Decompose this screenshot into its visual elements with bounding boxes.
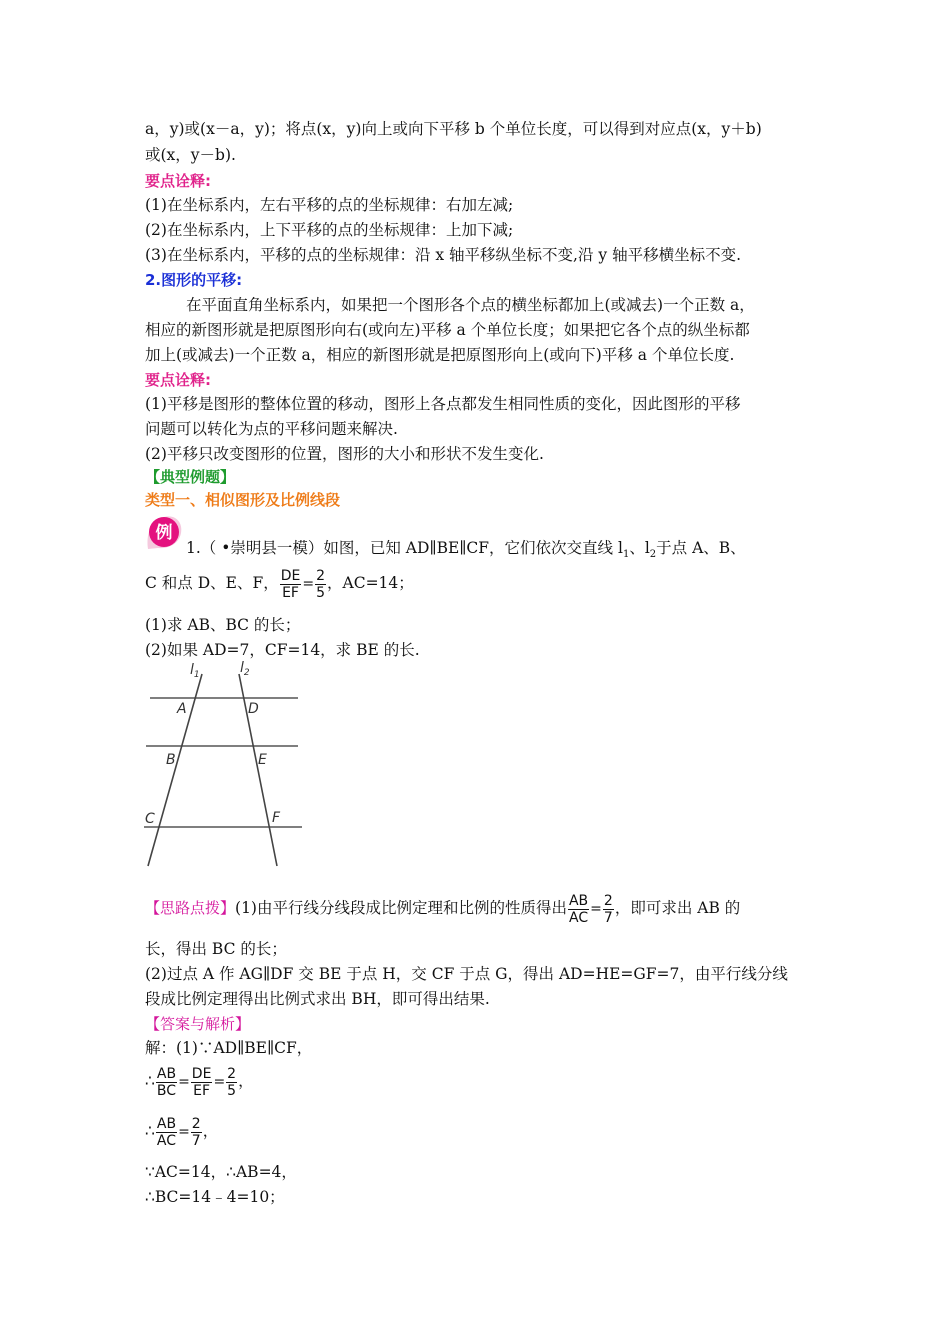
label-l1: $l_1$ xyxy=(190,662,200,680)
fraction-2-5 xyxy=(226,1066,237,1099)
frac-den: 5 xyxy=(227,1082,237,1099)
frac-den: 7 xyxy=(191,1132,201,1149)
answer-proportion-1 xyxy=(145,1062,254,1101)
problem-sub-1: 1 xyxy=(622,549,630,561)
therefore-symbol: ∴ xyxy=(145,1072,155,1090)
frac-den: EF xyxy=(282,584,299,601)
comma: ， xyxy=(202,1122,219,1140)
answer-tag: 【答案与解析】 xyxy=(145,1015,251,1033)
frac-num: DE xyxy=(191,1065,212,1082)
section2-para-1: 在平面直角坐标系内，如果把一个图形各个点的横坐标都加上(或减去)一个正数 a， xyxy=(186,296,755,314)
hint-line1-text: (1)由平行线分线段成比例定理和比例的性质得出 xyxy=(235,899,567,917)
answer-line-bc: ∴BC=14﹣4=10； xyxy=(145,1188,285,1206)
hint-line1-end: ，即可求出 AB 的 xyxy=(614,899,741,917)
hint-line-3: (2)过点 A 作 AG∥DF 交 BE 于点 H，交 CF 于点 G，得出 AD=HE=GF=7，由平行线分线 xyxy=(145,965,788,983)
intro-line-2: 或(x，y－b). xyxy=(145,146,236,164)
fraction-de-ef xyxy=(191,1066,213,1099)
frac-num: AB xyxy=(568,892,589,909)
label-c: C xyxy=(145,811,155,827)
intro-line-1: a，y)或(x－a，y)；将点(x，y)向上或向下平移 b 个单位长度，可以得到对应点(x，y＋b) xyxy=(145,120,762,138)
notes1-item-3: (3)在坐标系内，平移的点的坐标规律：沿 x 轴平移纵坐标不变,沿 y 轴平移横坐标不变. xyxy=(145,246,742,264)
badge-char: 例 xyxy=(155,523,173,543)
problem-line1-mid: 、l xyxy=(629,539,650,557)
equals-sign: = xyxy=(178,1124,190,1140)
hint-line-4: 段成比例定理得出比例式求出 BH，即可得出结果. xyxy=(145,990,490,1008)
equals-sign: = xyxy=(590,901,602,917)
label-b: B xyxy=(166,752,176,768)
problem-line-2 xyxy=(145,566,414,601)
question-2: (2)如果 AD=7，CF=14，求 BE 的长. xyxy=(145,641,420,659)
fraction-2-5 xyxy=(315,568,326,601)
problem-sub-2: 2 xyxy=(649,549,657,561)
section2-heading: 2.图形的平移: xyxy=(145,271,243,289)
frac-num: AB xyxy=(156,1065,177,1082)
type1-heading: 类型一、相似图形及比例线段 xyxy=(145,491,341,509)
fraction-2-7 xyxy=(191,1116,202,1149)
hint-line-1 xyxy=(145,891,740,926)
fraction-ab-ac xyxy=(568,893,589,926)
frac-num: AB xyxy=(156,1115,177,1132)
frac-num: 2 xyxy=(316,567,326,584)
transversal-l1 xyxy=(148,674,202,866)
fraction-de-ef xyxy=(280,568,302,601)
hint-tag: 【思路点拨】 xyxy=(145,899,236,917)
parallel-lines-figure xyxy=(140,660,310,872)
equals-sign: = xyxy=(213,1074,226,1090)
label-e: E xyxy=(258,752,267,768)
label-d: D xyxy=(248,701,259,717)
problem-line2-start: C 和点 D、E、F， xyxy=(145,574,279,592)
notes2-item-3: (2)平移只改变图形的位置，图形的大小和形状不发生变化. xyxy=(145,445,544,463)
question-1: (1)求 AB、BC 的长； xyxy=(145,616,301,634)
problem-line1-end: 于点 A、B、 xyxy=(656,539,746,557)
frac-num: DE xyxy=(280,567,301,584)
notes-heading-2: 要点诠释: xyxy=(145,371,211,389)
comma: ， xyxy=(238,1072,254,1090)
frac-den: AC xyxy=(156,1132,177,1149)
notes2-item-2: 问题可以转化为点的平移问题来解决. xyxy=(145,420,398,438)
hint-line-2: 长，得出 BC 的长； xyxy=(145,940,287,958)
frac-den: EF xyxy=(193,1082,211,1099)
frac-num: 2 xyxy=(227,1065,237,1082)
frac-den: 7 xyxy=(603,909,613,926)
frac-den: AC xyxy=(569,909,589,926)
frac-den: 5 xyxy=(316,584,326,601)
examples-heading: 【典型例题】 xyxy=(145,468,236,486)
frac-num: 2 xyxy=(191,1115,201,1132)
equals-sign: = xyxy=(178,1074,190,1090)
problem-line2-end: ，AC=14； xyxy=(327,574,414,592)
therefore-symbol: ∴ xyxy=(145,1122,155,1140)
section2-para-3: 加上(或减去)一个正数 a，相应的新图形就是把原图形向上(或向下)平移 a 个单位长度. xyxy=(145,346,735,364)
label-f: F xyxy=(272,810,281,826)
answer-line-1: 解：(1)∵AD∥BE∥CF， xyxy=(145,1039,313,1057)
notes2-item-1: (1)平移是图形的整体位置的移动，图形上各点都发生相同性质的变化，因此图形的平移 xyxy=(145,395,741,413)
fraction-ab-ac xyxy=(156,1116,177,1149)
label-a: A xyxy=(177,701,187,717)
label-l2: $l_2$ xyxy=(240,660,250,678)
problem-line1-text: 1.（ •崇明县一模）如图，已知 AD∥BE∥CF，它们依次交直线 l xyxy=(186,539,623,557)
frac-num: 2 xyxy=(603,892,613,909)
fraction-2-7 xyxy=(603,893,614,926)
notes1-item-2: (2)在坐标系内，上下平移的点的坐标规律：上加下减; xyxy=(145,221,514,239)
frac-den: BC xyxy=(156,1082,177,1099)
notes-heading-1: 要点诠释: xyxy=(145,172,211,190)
equals-sign: = xyxy=(302,576,315,592)
problem-line-1 xyxy=(186,537,746,566)
section2-para-2: 相应的新图形就是把原图形向右(或向左)平移 a 个单位长度；如果把它各个点的纵坐标都 xyxy=(145,321,750,339)
example-badge-icon xyxy=(144,513,184,551)
fraction-ab-bc xyxy=(156,1066,177,1099)
notes1-item-1: (1)在坐标系内，左右平移的点的坐标规律：右加左减; xyxy=(145,196,514,214)
answer-proportion-2 xyxy=(145,1112,218,1151)
answer-line-ac: ∵AC=14，∴AB=4， xyxy=(145,1163,297,1181)
